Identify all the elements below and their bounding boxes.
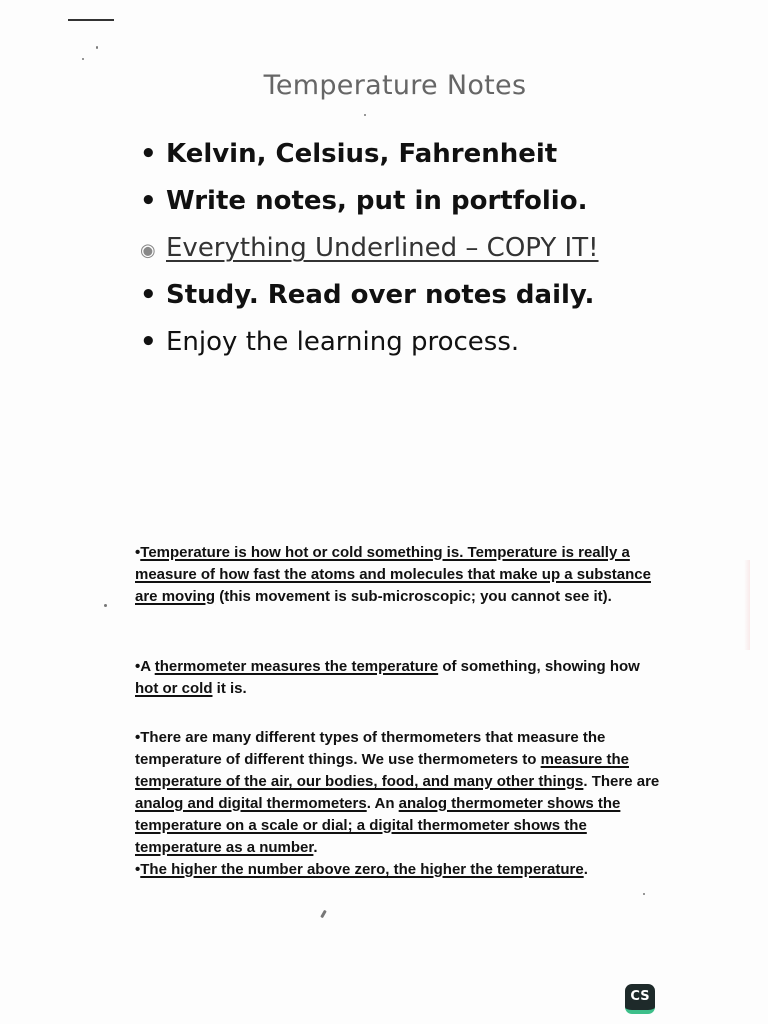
- bullet-glyph: •: [140, 186, 157, 216]
- underlined-text: thermometer measures the temperature: [154, 658, 439, 675]
- bullet-glyph: •: [140, 139, 157, 169]
- camscanner-logo: CS: [625, 984, 655, 1014]
- underlined-text: Temperature is how hot or cold something is. Temperature is really a measure of how fast the atoms and molecules that make up a substance are moving: [135, 544, 651, 605]
- para-lead: •: [135, 544, 141, 561]
- bullet-list: [140, 134, 700, 369]
- bullet-text: Study. Read over notes daily.: [166, 280, 595, 310]
- scan-speck: [643, 893, 645, 895]
- bullet-text: Write notes, put in portfolio.: [166, 186, 588, 216]
- scan-mark: [68, 19, 114, 21]
- underlined-text: hot or cold: [135, 680, 213, 697]
- scan-speck: [364, 114, 366, 116]
- para-text: of something, showing how: [438, 658, 640, 675]
- para-text: •There are many different types of thermometers that measure the temperature of different things. We use thermometers to: [135, 729, 606, 768]
- bullet-text: Enjoy the learning process.: [166, 327, 520, 357]
- bullet-item: [140, 134, 700, 181]
- bullet-glyph: •: [140, 280, 157, 310]
- bullet-text: Everything Underlined – COPY IT!: [166, 233, 599, 263]
- bullet-item: [140, 228, 700, 275]
- scan-speck: [104, 604, 107, 607]
- scan-edge-smudge: [744, 560, 750, 650]
- para-lead: •: [135, 861, 141, 878]
- para-text: . There are: [583, 773, 660, 790]
- underlined-text: measure the temperature of the air, our bodies, food, and many other things: [135, 751, 629, 790]
- paragraph-thermometer: [135, 656, 665, 700]
- bullet-text: Kelvin, Celsius, Fahrenheit: [166, 139, 558, 169]
- page-title: Temperature Notes: [263, 70, 527, 101]
- bullet-item: [140, 181, 700, 228]
- underlined-text: analog and digital thermometers: [135, 795, 367, 812]
- scan-speck: [96, 46, 98, 49]
- para-text: it is.: [212, 680, 247, 697]
- bullet-item: [140, 322, 700, 369]
- bullet-ring-icon: ◉: [140, 240, 156, 261]
- scan-speck: [82, 58, 84, 60]
- para-text: (this movement is sub-microscopic; you cannot see it).: [215, 588, 612, 605]
- para-text: . An: [366, 795, 399, 812]
- scan-speck: [320, 910, 327, 918]
- para-lead: •A: [135, 658, 155, 675]
- bullet-item: [140, 275, 700, 322]
- bullet-glyph: •: [140, 327, 157, 357]
- underlined-text: analog thermometer shows the temperature on a scale or dial; a digital thermometer shows the temperature as a number: [135, 795, 621, 856]
- para-text: .: [583, 861, 588, 878]
- paragraph-temperature-definition: [135, 542, 665, 608]
- underlined-text: The higher the number above zero, the higher the temperature: [140, 861, 584, 878]
- para-text: .: [313, 839, 318, 856]
- paragraph-thermometer-types: [135, 727, 665, 881]
